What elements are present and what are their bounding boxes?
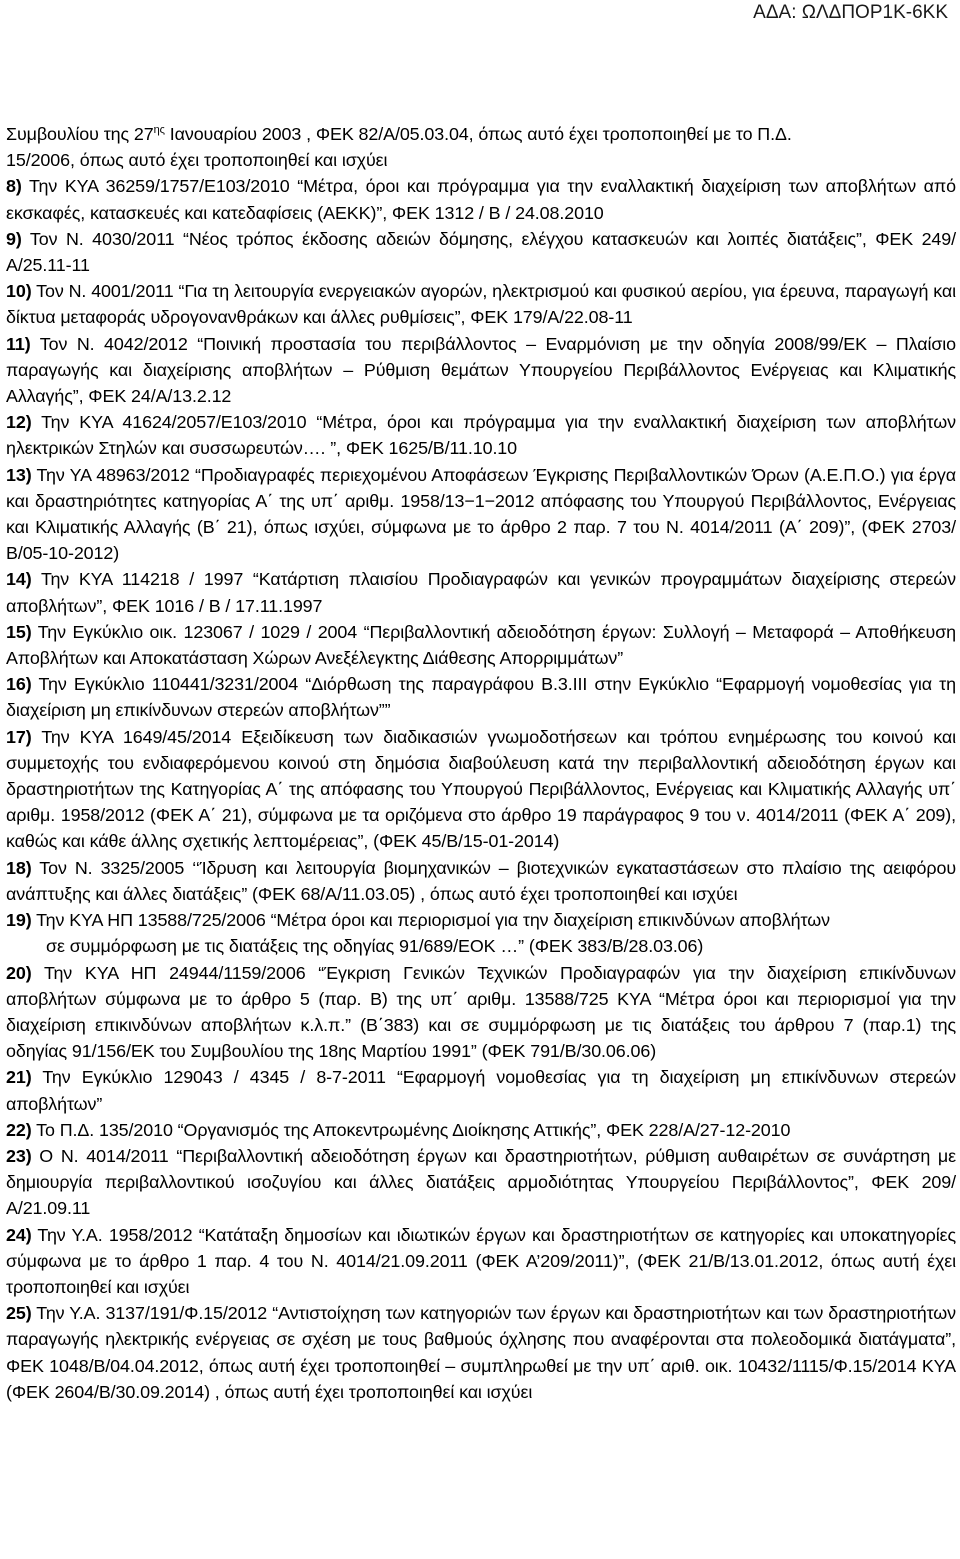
- document-body: [6, 121, 956, 1405]
- list-item-10: [6, 278, 956, 330]
- item-number: 12): [6, 412, 32, 433]
- item-text: Την Υ.Α. 1958/2012 “Κατάταξη δημοσίων και ιδιωτικών έργων και δραστηριοτήτων σε κατηγορίες και υποκατηγορίες σύμφωνα με το άρθρο 1 παρ. 4 του Ν. 4014/21.09.2011 (ΦΕΚ Α’209/2011)”, (ΦΕΚ 21/Β/13.01.2012, όπως αυτή έχει τροποποιηθεί και ισχύει: [6, 1224, 956, 1297]
- item-number: 13): [6, 464, 32, 485]
- intro-paragraph: [6, 121, 956, 173]
- list-item-15: [6, 619, 956, 671]
- item-text: Ο Ν. 4014/2011 “Περιβαλλοντική αδειοδότηση έργων και δραστηριοτήτων, ρύθμιση αυθαιρέτων σε συνάρτηση με δημιουργία περιβαλλοντικού ισοζυγίου και άλλες διατάξεις αρμοδιότητας Υπουργείου Περιβάλλοντος”, ΦΕΚ 209/Α/21.09.11: [6, 1145, 956, 1219]
- item-text: Την Εγκύκλιο 110441/3231/2004 “Διόρθωση της παραγράφου Β.3.ΙΙΙ στην Εγκύκλιο “Εφαρμογή νομοθεσίας για τη διαχείριση μη επικίνδυνων στερεών αποβλήτων””: [6, 674, 956, 721]
- item-text: Τον Ν. 3325/2005 ‘‘Ίδρυση και λειτουργία βιομηχανικών – βιοτεχνικών εγκαταστάσεων στο πλαίσιο της αειφόρου ανάπτυξης και άλλες διατάξεις” (ΦΕΚ 68/Α/11.03.05) , όπως αυτό έχει τροποποιηθεί και ισχύει: [6, 857, 956, 904]
- ada-code: ΑΔΑ: ΩΛΔΠΟΡ1Κ-6ΚΚ: [753, 2, 948, 23]
- intro-line1-sup: ης: [153, 124, 165, 136]
- item-number: 18): [6, 857, 32, 878]
- item-text: Την ΚΥΑ 1649/45/2014 Εξειδίκευση των διαδικασιών γνωμοδοτήσεων και τρόπου ενημέρωσης του κοινού και συμμετοχής του ενδιαφερόμενου κοινού στη δημόσια διαβούλευση κατά την περιβαλλοντική αδειοδότηση έργων και δραστηριοτήτων της Κατηγορίας Α΄ της απόφασης του Υπουργού Περιβάλλοντος, Ενέργειας και Κλιματικής Αλλαγής υπ΄ αριθμ. 1958/2012 (ΦΕΚ Α΄ 21), σύμφωνα με τα οριζόμενα στο άρθρο 19 παράγραφος 9 του ν. 4014/2011 (ΦΕΚ Α΄ 209), καθώς και κάθε άλλης σχετικής λεπτομέρειας”, (ΦΕΚ 45/Β/15-01-2014): [6, 726, 956, 852]
- item-number: 10): [6, 281, 32, 302]
- list-item-9: [6, 226, 956, 278]
- list-item-22: [6, 1117, 956, 1143]
- item-text: Την ΚΥΑ 41624/2057/Ε103/2010 “Μέτρα, όροι και πρόγραμμα για την εναλλακτική διαχείριση των αποβλήτων ηλεκτρικών Στηλών και συσσωρευτών…. ”, ΦΕΚ 1625/Β/11.10.10: [6, 412, 956, 459]
- intro-line1-after: Ιανουαρίου 2003 , ΦΕΚ 82/Α/05.03.04, όπως αυτό έχει τροποποιηθεί με το Π.Δ.: [164, 124, 792, 144]
- item-text: Τον Ν. 4030/2011 “Νέος τρόπος έκδοσης αδειών δόμησης, ελέγχου κατασκευών και λοιπές διατάξεις”, ΦΕΚ 249/Α/25.11-11: [6, 228, 956, 276]
- intro-line2: 15/2006, όπως αυτό έχει τροποποιηθεί και ισχύει: [6, 150, 388, 171]
- list-item-12: [6, 409, 956, 461]
- list-item-11: [6, 331, 956, 410]
- item-number: 8): [6, 176, 22, 197]
- item-text: Την Εγκύκλιο οικ. 123067 / 1029 / 2004 “Περιβαλλοντική αδειοδότηση έργων: Συλλογή – Μεταφορά – Αποθήκευση Αποβλήτων και Αποκατάσταση Χώρων Ανεξέλεγκτης Διάθεσης Απορριμμάτων”: [6, 621, 956, 669]
- item-number: 19): [6, 910, 32, 931]
- item-text: Τον Ν. 4001/2011 “Για τη λειτουργία ενεργειακών αγορών, ηλεκτρισμού και φυσικού αερίου, για έρευνα, παραγωγή και δίκτυα μεταφοράς υδρογονανθράκων και άλλες ρυθμίσεις”, ΦΕΚ 179/Α/22.08-11: [6, 281, 956, 328]
- list-item-16: [6, 671, 956, 723]
- item-text: Την ΚΥΑ ΗΠ 24944/1159/2006 “Έγκριση Γενικών Τεχνικών Προδιαγραφών για την διαχείριση επικίνδυνων αποβλήτων σύμφωνα με το άρθρο 5 (παρ. Β) της υπ΄ αριθμ. 13588/725 ΚΥΑ “Μέτρα όροι και περιορισμοί για την διαχείριση επικινδύνων αποβλήτων κ.λ.π.” (Β΄383) και σε συμμόρφωση με τις διατάξεις του άρθρου 7 (παρ.1) της οδηγίας 91/156/ΕΚ του Συμβουλίου της 18ης Μαρτίου 1991” (ΦΕΚ 791/Β/30.06.06): [6, 962, 956, 1062]
- item-number: 11): [6, 333, 31, 354]
- list-item-24: [6, 1222, 956, 1301]
- list-item-13: [6, 462, 956, 567]
- item-number: 23): [6, 1145, 32, 1166]
- item-text-continuation: σε συμμόρφωση με τις διατάξεις της οδηγίας 91/689/ΕΟΚ …” (ΦΕΚ 383/Β/28.03.06): [46, 936, 704, 957]
- item-number: 22): [6, 1119, 32, 1140]
- item-number: 9): [6, 228, 22, 249]
- item-number: 25): [6, 1303, 32, 1324]
- item-text: Την ΥΑ 48963/2012 “Προδιαγραφές περιεχομένου Αποφάσεων Έγκρισης Περιβαλλοντικών Όρων (Α.Ε.Π.Ο.) για έργα και δραστηριότητες κατηγορίας Α΄ της υπ΄ αριθμ. 1958/13−1−2012 απόφασης του Υπουργού Περιβάλλοντος, Ενέργειας και Κλιματικής Αλλαγής (Β΄ 21), όπως ισχύει, σύμφωνα με το άρθρο 2 παρ. 7 του Ν. 4014/2011 (Α΄ 209)”, (ΦΕΚ 2703/Β/05-10-2012): [6, 464, 956, 564]
- list-item-17: [6, 724, 956, 855]
- item-text: Την ΚΥΑ ΗΠ 13588/725/2006 “Μέτρα όροι και περιορισμοί για την διαχείριση επικινδύνων αποβλήτων: [31, 910, 830, 931]
- list-item-19: [6, 907, 956, 933]
- item-number: 24): [6, 1224, 32, 1245]
- list-item-20: [6, 960, 956, 1065]
- item-number: 16): [6, 674, 32, 695]
- item-text: Την Εγκύκλιο 129043 / 4345 / 8-7-2011 “Εφαρμογή νομοθεσίας για τη διαχείριση μη επικίνδυνων στερεών αποβλήτων”: [6, 1067, 956, 1114]
- item-number: 17): [6, 726, 32, 747]
- list-item-8: [6, 173, 956, 225]
- item-number: 15): [6, 621, 32, 642]
- list-item-23: [6, 1143, 956, 1222]
- intro-line1-before: Συμβουλίου της 27: [6, 124, 154, 144]
- item-number: 14): [6, 569, 32, 590]
- item-text: Την Υ.Α. 3137/191/Φ.15/2012 “Αντιστοίχηση των κατηγοριών των έργων και δραστηριοτήτων και των δραστηριοτήτων παραγωγής ηλεκτρικής ενέργειας σε σχέση με τους βαθμούς όχλησης που αναφέρονται στα πολεοδομικά διατάγματα”, ΦΕΚ 1048/Β/04.04.2012, όπως αυτή έχει τροποποιηθεί – συμπληρωθεί με την υπ΄ αριθ. οικ. 10432/1115/Φ.15/2014 ΚΥΑ (ΦΕΚ 2604/Β/30.09.2014) , όπως αυτή έχει τροποποιηθεί και ισχύει: [6, 1303, 956, 1402]
- item-text: Τον Ν. 4042/2012 “Ποινική προστασία του περιβάλλοντος – Εναρμόνιση με την οδηγία 2008/99/ΕΚ – Πλαίσιο παραγωγής και διαχείρισης αποβλήτων – Ρύθμιση θεμάτων Υπουργείου Περιβάλλοντος Ενέργειας και Κλιματικής Αλλαγής”, ΦΕΚ 24/Α/13.2.12: [6, 333, 956, 407]
- item-number: 21): [6, 1067, 32, 1088]
- item-number: 20): [6, 962, 32, 983]
- item-text: Το Π.Δ. 135/2010 “Οργανισμός της Αποκεντρωμένης Διοίκησης Αττικής”, ΦΕΚ 228/Α/27-12-2010: [31, 1119, 791, 1140]
- list-item-14: [6, 566, 956, 618]
- item-text: Την ΚΥΑ 114218 / 1997 “Κατάρτιση πλαισίου Προδιαγραφών και γενικών προγραμμάτων διαχείρισης στερεών αποβλήτων”, ΦΕΚ 1016 / Β / 17.11.1997: [6, 569, 956, 616]
- list-item-19-continuation: [6, 933, 956, 959]
- list-item-21: [6, 1064, 956, 1116]
- list-item-18: [6, 855, 956, 907]
- item-text: Την ΚΥΑ 36259/1757/Ε103/2010 “Μέτρα, όροι και πρόγραμμα για την εναλλακτική διαχείριση των αποβλήτων από εκσκαφές, κατασκευές και κατεδαφίσεις (ΑΕΚΚ)”, ΦΕΚ 1312 / Β / 24.08.2010: [6, 176, 956, 223]
- list-item-25: [6, 1300, 956, 1405]
